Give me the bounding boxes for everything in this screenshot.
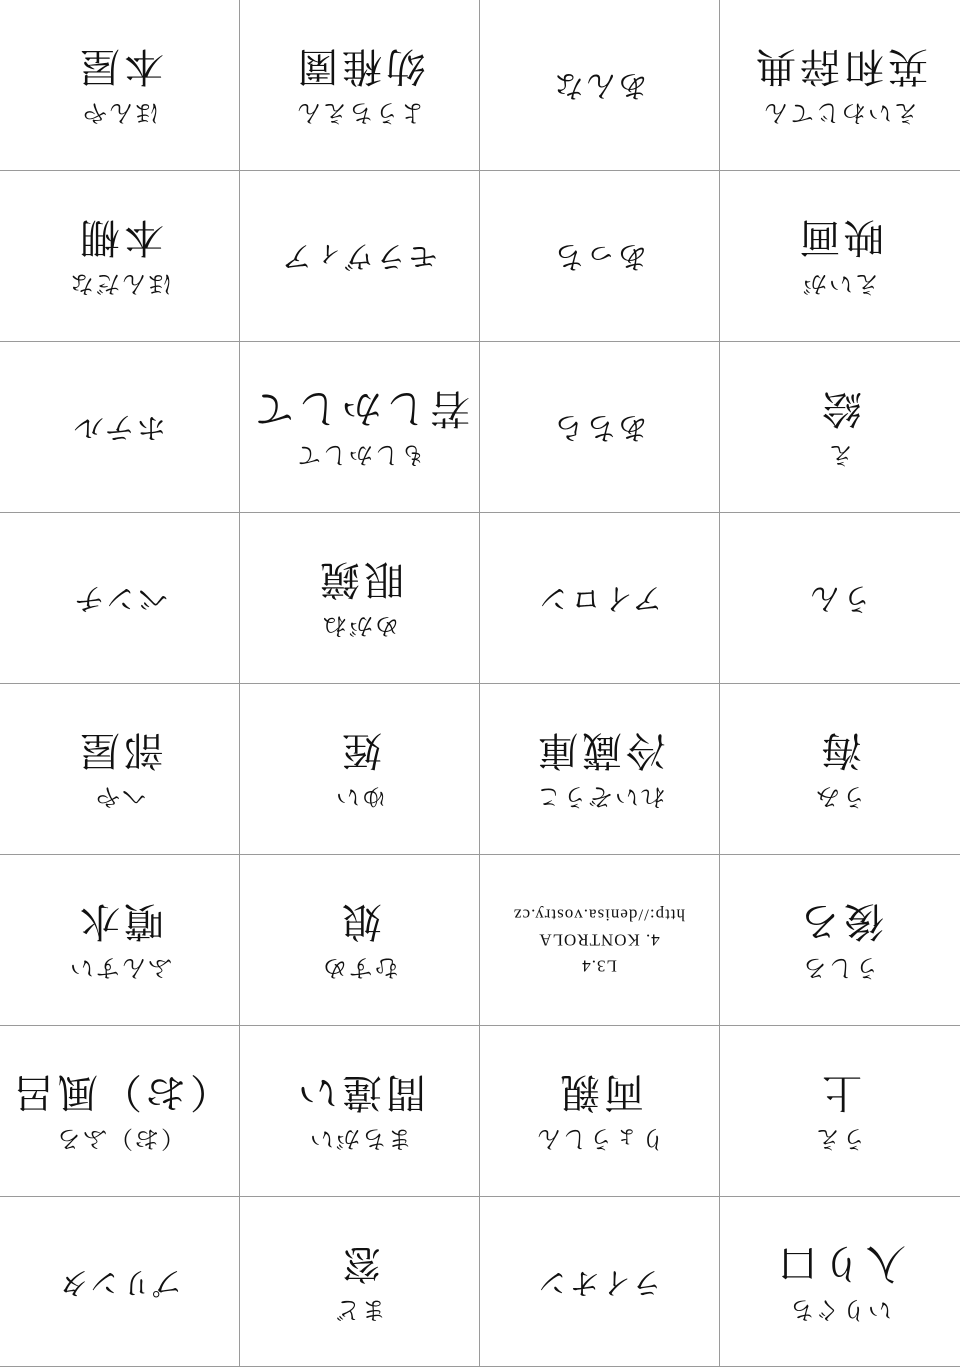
card-kana: ふんすい — [67, 954, 172, 982]
card-kanji: 海 — [818, 727, 862, 773]
card-kana: ゆい — [333, 783, 386, 811]
card-heya — [0, 684, 240, 855]
card-kanji: 後ろ — [796, 898, 884, 944]
card-kana: ようちえん — [294, 99, 425, 127]
card-kanji: 噴水 — [75, 898, 164, 944]
card-hoteru — [0, 342, 240, 513]
card-hondana — [0, 171, 240, 342]
card-e — [720, 342, 960, 513]
card-kanji: 絵 — [818, 385, 862, 431]
card-kana: うみ — [814, 783, 866, 811]
card-youchien — [240, 0, 480, 171]
card-kana: へや — [93, 783, 146, 811]
card-kanji: 映画 — [796, 214, 884, 260]
card-kanji: 上 — [818, 1069, 862, 1115]
card-benchi — [0, 513, 240, 684]
card-kana: あっち — [551, 238, 648, 274]
card-kana: まど — [333, 1295, 386, 1324]
card-achira — [480, 342, 720, 513]
card-honya — [0, 0, 240, 171]
card-raion — [480, 1197, 720, 1367]
card-kana: ベンチ — [71, 580, 168, 616]
card-kana: れいぞうこ — [534, 783, 665, 811]
card-kana: えいわじてん — [762, 99, 918, 127]
card-musume — [240, 855, 480, 1026]
card-kanji: （お）風呂 — [9, 1069, 230, 1115]
card-kana: えいが — [801, 270, 879, 298]
card-kana: うえ — [814, 1125, 866, 1153]
card-kanji: 冷蔵庫 — [533, 727, 666, 773]
card-kana: むすめ — [320, 954, 399, 982]
card-kanji: 姪 — [337, 727, 382, 773]
card-kana: あんな — [551, 67, 648, 103]
card-info — [480, 855, 720, 1026]
card-eiga — [720, 171, 960, 342]
card-eiwajiten — [720, 0, 960, 171]
card-umi — [720, 684, 960, 855]
card-iriguchi — [720, 1197, 960, 1367]
card-kana: うん — [808, 580, 872, 616]
card-acchi — [480, 171, 720, 342]
card-ue — [720, 1026, 960, 1197]
card-mado — [240, 1197, 480, 1367]
card-kana: いりぐち — [788, 1295, 892, 1324]
card-kanji: 本棚 — [75, 214, 164, 260]
card-kanji: 眼鏡 — [315, 556, 404, 602]
card-moshikashite — [240, 342, 480, 513]
card-ryoushin — [480, 1026, 720, 1197]
card-anna — [480, 0, 720, 171]
card-kanji: 部屋 — [75, 727, 164, 773]
card-kana: もしかして — [294, 441, 425, 469]
card-kanji: 間違い — [293, 1069, 426, 1115]
card-kanji: 若しかして — [249, 385, 470, 431]
card-kana: りょうしん — [534, 1125, 665, 1153]
card-ofuro — [0, 1026, 240, 1197]
source-url: http://denisa.vostry.cz — [513, 905, 686, 925]
card-machigai — [240, 1026, 480, 1197]
card-kanji: 幼稚園 — [293, 43, 426, 89]
card-purinta — [0, 1197, 240, 1367]
card-kana: モラヴィア — [280, 238, 439, 274]
card-kana: え — [827, 441, 853, 469]
card-kana: （お）ふろ — [54, 1125, 185, 1153]
card-kana: アイロン — [536, 580, 663, 616]
card-kana: まちがい — [307, 1125, 412, 1153]
card-kana: プリンタ — [56, 1264, 183, 1300]
card-reizouko — [480, 684, 720, 855]
card-kana: うしろ — [801, 954, 879, 982]
lesson-title: 4. KONTROLA — [538, 930, 661, 950]
card-mei — [240, 684, 480, 855]
card-kanji: 入り口 — [774, 1239, 906, 1286]
card-kana: ほんだな — [67, 270, 172, 298]
card-kanji: 娘 — [337, 898, 382, 944]
card-kana: めがね — [320, 612, 399, 640]
lesson-code: L3.4 — [581, 956, 618, 976]
card-kanji: 英和辞典 — [752, 43, 928, 89]
card-kanji: 本屋 — [75, 43, 164, 89]
card-ushiro — [720, 855, 960, 1026]
card-kana: ライオン — [536, 1264, 663, 1300]
card-kana: ほんや — [80, 99, 159, 127]
card-kana: ホテル — [72, 409, 167, 445]
card-moravia — [240, 171, 480, 342]
card-funsui — [0, 855, 240, 1026]
card-kana: あちら — [551, 409, 648, 445]
card-megane — [240, 513, 480, 684]
card-airon — [480, 513, 720, 684]
card-kanji: 窓 — [337, 1239, 382, 1286]
card-kanji: 両親 — [555, 1069, 644, 1115]
card-un — [720, 513, 960, 684]
